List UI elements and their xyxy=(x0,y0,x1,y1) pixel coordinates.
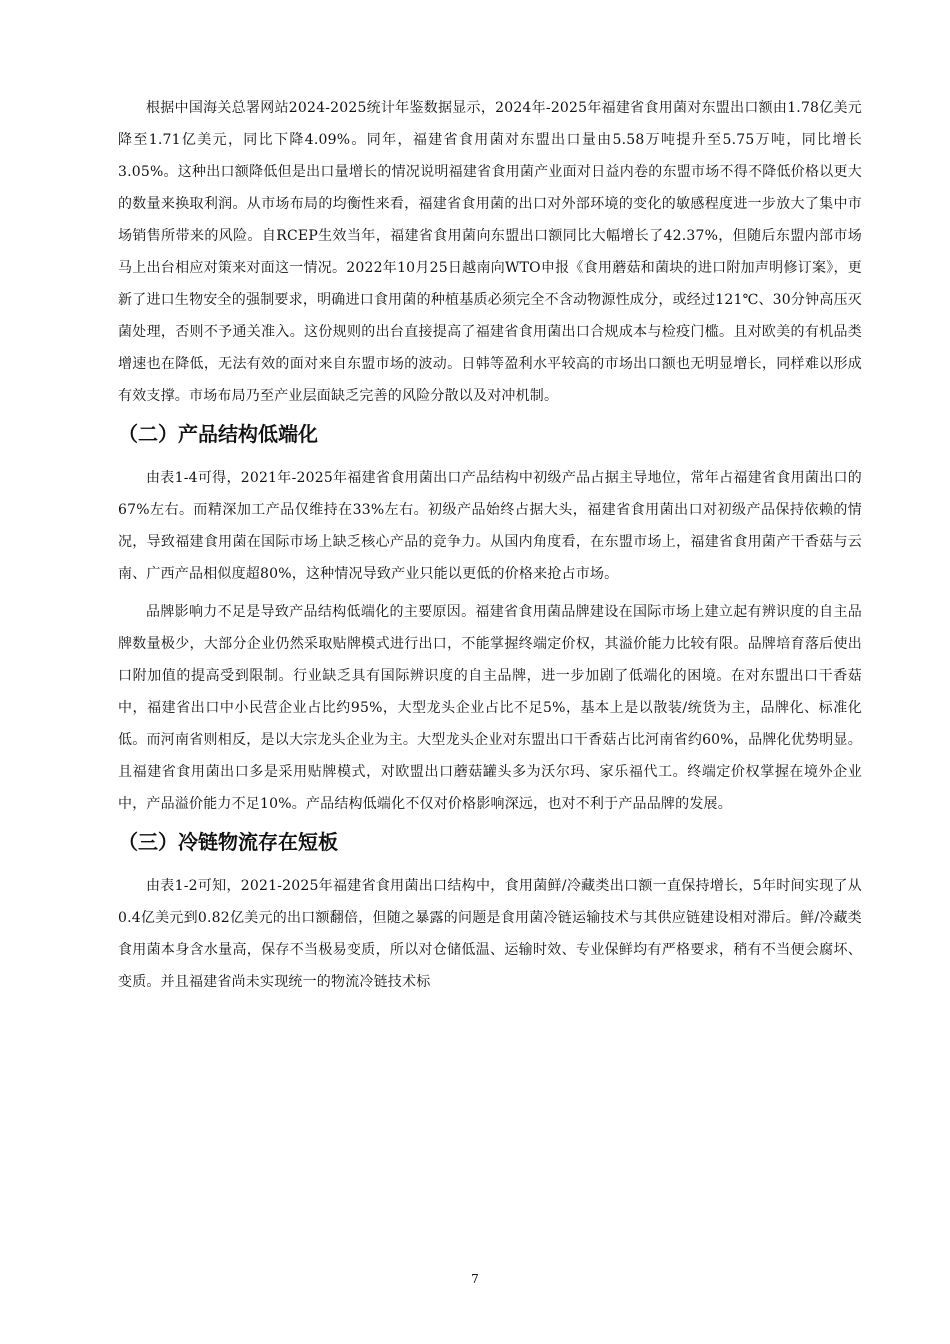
section-heading-product-structure: （二）产品结构低端化 xyxy=(118,422,318,446)
paragraph-market-layout: 根据中国海关总署网站2024-2025统计年鉴数据显示，2024年-2025年福建省食用菌对东盟出口额由1.78亿美元降至1.71亿美元，同比下降4.09%。同年，福建省食用菌对东盟出口量由5.58万吨提升至5.75万吨，同比增长3.05%。这种出口额降低但是出口量增长的情况说明福建省食用菌产业面对日益内卷的东盟市场不得不降低价格以更大的数量来换取利润。从市场布局的均衡性来看，福建省食用菌的出口对外部环境的变化的敏感程度进一步放大了集中市场销售所带来的风险。自RCEP生效当年，福建省食用菌向东盟出口额同比大幅增长了42.37%，但随后东盟内部市场马上出台相应对策来对面这一情况。2022年10月25日越南向WTO申报《食用蘑菇和菌块的进口附加声明修订案》，更新了进口生物安全的强制要求，明确进口食用菌的种植基质必须完全不含动物源性成分，或经过121℃、30分钟高压灭菌处理，否则不予通关准入。这份规则的出台直接提高了福建省食用菌出口合规成本与检疫门槛。且对欧美的有机品类增速也在降低，无法有效的面对来自东盟市场的波动。日韩等盈利水平较高的市场出口额也无明显增长，同样难以形成有效支撑。市场布局乃至产业层面缺乏完善的风险分散以及对冲机制。 xyxy=(118,100,862,404)
page-number: 7 xyxy=(471,1272,479,1286)
paragraph-product-structure: 由表1-4可得，2021年-2025年福建省食用菌出口产品结构中初级产品占据主导地位，常年占福建省食用菌出口的67%左右。而精深加工产品仅维持在33%左右。初级产品始终占据大头，福建省食用菌出口对初级产品保持依赖的情况，导致福建食用菌在国际市场上缺乏核心产品的竞争力。从国内角度看，在东盟市场上，福建省食用菌产干香菇与云南、广西产品相似度超80%，这种情况导致产业只能以更低的价格来抢占市场。 xyxy=(118,470,862,582)
document-body xyxy=(118,92,862,998)
paragraph-cold-chain: 由表1-2可知，2021-2025年福建省食用菌出口结构中，食用菌鲜/冷藏类出口额一直保持增长，5年时间实现了从0.4亿美元到0.82亿美元的出口额翻倍，但随之暴露的问题是食用菌冷链运输技术与其供应链建设相对滞后。鲜/冷藏类食用菌本身含水量高，保存不当极易变质，所以对仓储低温、运输时效、专业保鲜均有严格要求，稍有不当便会腐坏、变质。并且福建省尚未实现统一的物流冷链技术标 xyxy=(118,878,862,990)
section-heading-cold-chain: （三）冷链物流存在短板 xyxy=(118,830,338,854)
paragraph-brand-influence: 品牌影响力不足是导致产品结构低端化的主要原因。福建省食用菌品牌建设在国际市场上建立起有辨识度的自主品牌数量极少，大部分企业仍然采取贴牌模式进行出口，不能掌握终端定价权，其溢价能力比较有限。品牌培育落后使出口附加值的提高受到限制。行业缺乏具有国际辨识度的自主品牌，进一步加剧了低端化的困境。在对东盟出口干香菇中，福建省出口中小民营企业占比约95%，大型龙头企业占比不足5%，基本上是以散装/统货为主，品牌化、标准化低。而河南省则相反，是以大宗龙头企业为主。大型龙头企业对东盟出口干香菇占比河南省约60%，品牌化优势明显。且福建省食用菌出口多是采用贴牌模式，对欧盟出口蘑菇罐头多为沃尔玛、家乐福代工。终端定价权掌握在境外企业中，产品溢价能力不足10%。产品结构低端化不仅对价格影响深远，也对不利于产品品牌的发展。 xyxy=(118,604,862,812)
